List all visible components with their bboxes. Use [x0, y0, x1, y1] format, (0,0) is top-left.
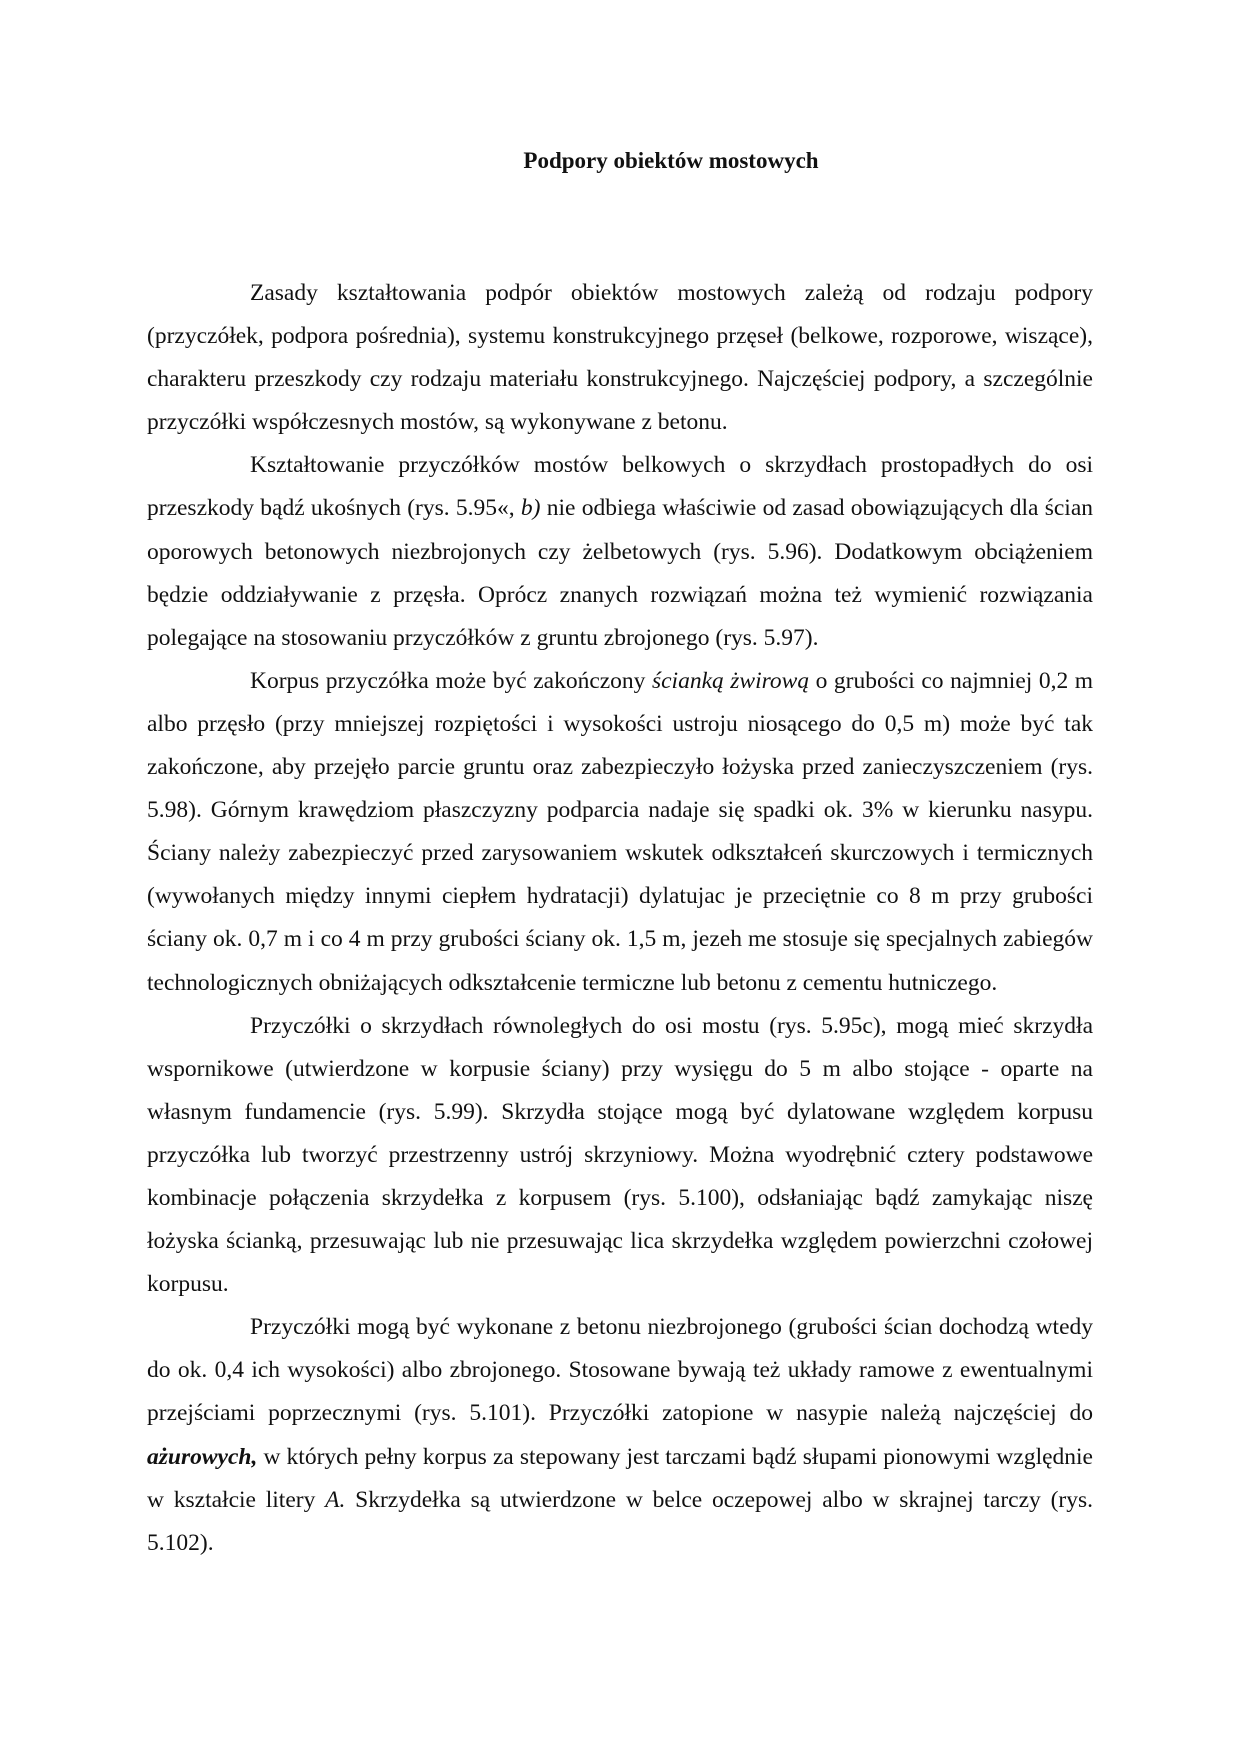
paragraph-text: Przyczółki mogą być wykonane z betonu niezbrojonego (grubości ścian dochodzą wtedy do ok. 0,4 ich wysokości) albo zbrojonego. Stosowane bywają też układy ramowe z ewentualnymi przejściami poprzecznymi (rys. 5.101). Przyczółki zatopione w nasypie należą najczęściej do — [147, 1314, 1093, 1427]
emphasized-text: A. — [325, 1486, 346, 1513]
body-paragraph — [147, 1306, 1093, 1565]
page-title: Podpory obiektów mostowych — [523, 148, 819, 173]
emphasized-text: b) — [520, 495, 541, 522]
paragraph-text: o grubości co najmniej 0,2 m albo przęsło (przy mniejszej rozpiętości i wysokości ustroju niosącego do 0,5 m) może być tak zakończone, aby przejęło parcie gruntu oraz zabezpieczyło łożyska przed zanieczyszczeniem (rys. 5.98). Górnym krawędziom płaszczyzny podparcia nadaje się spadki ok. 3% w kierunku nasypu. Ściany należy zabezpieczyć przed zarysowaniem wskutek odkształceń skurczowych i termicznych (wywołanych między innymi ciepłem hydratacji) dylatujac je przeciętnie co 8 m przy grubości ściany ok. 0,7 m i co 4 m przy grubości ściany ok. 1,5 m, jezeh me stosuje się specjalnych zabiegów technologicznych obniżających odkształcenie termiczne lub betonu z cementu hutniczego. — [147, 667, 1094, 996]
body-paragraph — [147, 1005, 1093, 1307]
body-paragraph — [147, 660, 1093, 1005]
emphasized-term: ażurowych, — [147, 1443, 258, 1470]
emphasized-text: ścianką żwirową — [651, 667, 810, 694]
paragraph-text: Skrzydełka są utwierdzone w belce oczepowej albo w skrajnej tarczy (rys. 5.102). — [147, 1486, 1093, 1556]
paragraph-text: Zasady kształtowania podpór obiektów mostowych zależą od rodzaju podpory (przyczółek, podpora pośrednia), systemu konstrukcyjnego przęseł (belkowe, rozporowe, wiszące), charakteru przeszkody czy rodzaju materiału konstrukcyjnego. Najczęściej podpory, a szczególnie przyczółki współczesnych mostów, są wykonywane z betonu. — [147, 280, 1093, 436]
paragraph-text: Kształtowanie przyczółków mostów belkowych o skrzydłach prostopadłych do osi przeszkody bądź ukośnych (rys. 5.95«, — [147, 452, 1093, 522]
paragraph-text: w których pełny korpus za stepowany jest tarczami bądź słupami pionowymi względnie w kształcie litery — [147, 1443, 1093, 1513]
paragraph-text: nie odbiega właściwie od zasad obowiązujących dla ścian oporowych betonowych niezbrojonych czy żelbetowych (rys. 5.96). Dodatkowym obciążeniem będzie oddziaływanie z przęsła. Oprócz znanych rozwiązań można też wymienić rozwiązania polegające na stosowaniu przyczółków z gruntu zbrojonego (rys. 5.97). — [147, 495, 1093, 651]
body-paragraph — [147, 272, 1093, 444]
paragraph-text: Korpus przyczółka może być zakończony — [250, 667, 652, 694]
body-paragraph — [147, 444, 1093, 659]
document-body — [147, 272, 1093, 1565]
paragraph-text: Przyczółki o skrzydłach równoległych do osi mostu (rys. 5.95c), mogą mieć skrzydła wspornikowe (utwierdzone w korpusie ściany) przy wysięgu do 5 m albo stojące - oparte na własnym fundamencie (rys. 5.99). Skrzydła stojące mogą być dylatowane względem korpusu przyczółka lub tworzyć przestrzenny ustrój skrzyniowy. Można wyodrębnić cztery podstawowe kombinacje połączenia skrzydełka z korpusem (rys. 5.100), odsłaniając bądź zamykając niszę łożyska ścianką, przesuwając lub nie przesuwając lica skrzydełka względem powierzchni czołowej korpusu. — [147, 1012, 1093, 1298]
